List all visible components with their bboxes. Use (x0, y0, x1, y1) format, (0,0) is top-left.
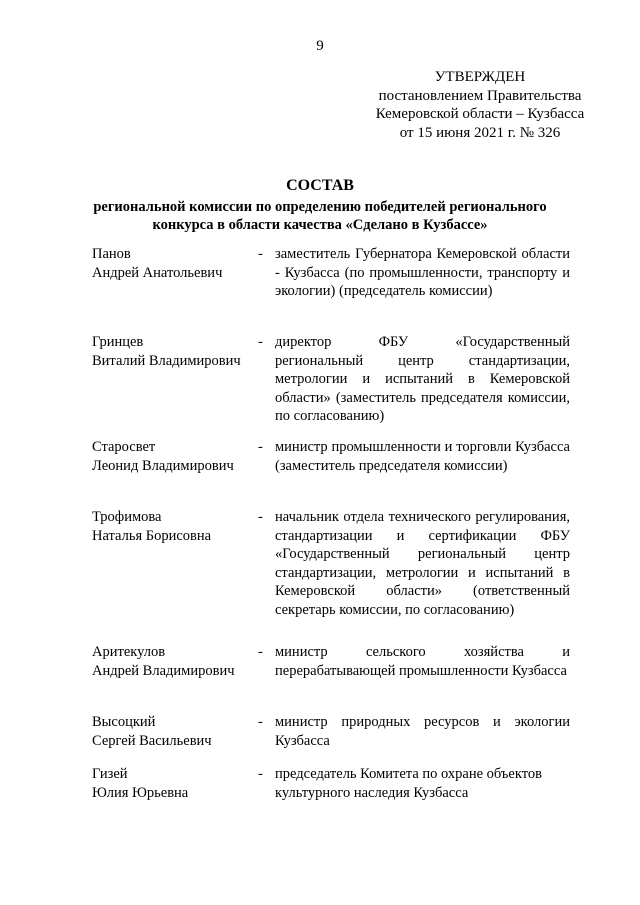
dash-separator: - (258, 246, 263, 262)
document-subtitle: региональной комиссии по определению победителей регионального конкурса в области качества «Сделано в Кузбассе» (93, 199, 547, 233)
dash-separator: - (258, 766, 263, 782)
approval-block (350, 68, 610, 142)
member-name (92, 765, 262, 802)
approval-line: от 15 июня 2021 г. № 326 (399, 124, 561, 141)
member-given-name: Юлия Юрьевна (92, 784, 189, 801)
member-name (92, 713, 262, 750)
member-surname: Аритекулов (92, 644, 166, 660)
member-name (92, 245, 262, 282)
member-role: министр природных ресурсов и экологии Кузбасса (275, 714, 570, 749)
member-name (92, 508, 262, 545)
member-given-name: Леонид Владимирович (92, 457, 234, 474)
member-given-name: Наталья Борисовна (92, 527, 212, 544)
member-name (92, 643, 262, 680)
approval-line: постановлением Правительства (378, 87, 582, 104)
dash-separator: - (258, 509, 263, 525)
member-name (92, 333, 262, 370)
member-role: начальник отдела технического регулирования, стандартизации и сертификации ФБУ «Государственный региональный центр стандартизации, метрологии и испытаний в Кемеровской области» (ответственный секретарь комиссии, по согласованию) (275, 509, 570, 618)
member-given-name: Андрей Владимирович (92, 662, 235, 679)
title-block (85, 176, 555, 234)
member-role: председатель Комитета по охране объектов культурного наследия Кузбасса (275, 766, 542, 801)
page-number: 9 (316, 38, 324, 54)
dash-separator: - (258, 439, 263, 455)
member-surname: Гизей (92, 766, 128, 782)
approval-line: Кемеровской области – Кузбасса (375, 106, 585, 122)
member-role: заместитель Губернатора Кемеровской области - Кузбасса (по промышленности, транспорту и экологии) (председатель комиссии) (275, 246, 570, 299)
member-surname: Высоцкий (92, 714, 156, 730)
member-surname: Панов (92, 246, 131, 262)
member-role: министр сельского хозяйства и перерабатывающей промышленности Кузбасса (275, 644, 570, 679)
member-surname: Старосвет (92, 439, 156, 455)
dash-separator: - (258, 334, 263, 350)
member-given-name: Сергей Васильевич (92, 732, 212, 749)
dash-separator: - (258, 714, 263, 730)
member-surname: Трофимова (92, 509, 162, 525)
member-role: директор ФБУ «Государственный региональный центр стандартизации, метрологии и испытаний в Кемеровской области» (заместитель председателя комиссии, по согласованию) (275, 334, 570, 424)
member-name (92, 438, 262, 475)
dash-separator: - (258, 644, 263, 660)
member-surname: Гринцев (92, 334, 144, 350)
approval-heading: УТВЕРЖДЕН (434, 69, 526, 85)
member-given-name: Виталий Владимирович (92, 352, 241, 369)
member-role: министр промышленности и торговли Кузбасса (заместитель председателя комиссии) (275, 439, 570, 474)
document-title: СОСТАВ (286, 177, 354, 194)
member-given-name: Андрей Анатольевич (92, 264, 223, 281)
